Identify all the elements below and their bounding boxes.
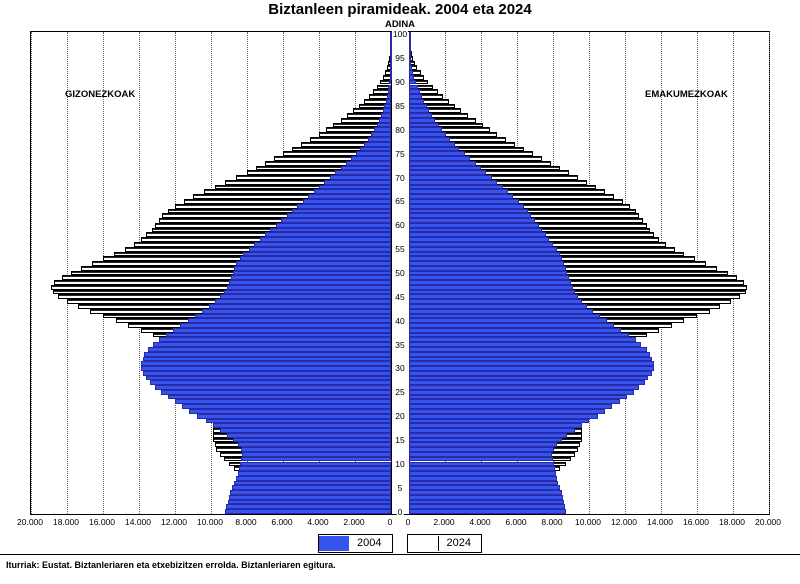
bar	[381, 113, 391, 118]
bar	[409, 380, 645, 385]
bar	[409, 223, 539, 228]
bar	[276, 223, 391, 228]
bar	[189, 409, 391, 414]
bar	[409, 80, 416, 85]
bar	[188, 318, 391, 323]
bar	[166, 333, 391, 338]
chart-legend	[0, 533, 800, 553]
bar	[356, 151, 391, 156]
age-tick-label: 20	[394, 412, 405, 420]
bar	[409, 61, 411, 66]
bar	[148, 347, 391, 352]
bar	[409, 366, 654, 371]
bar	[182, 404, 391, 409]
bar	[220, 294, 391, 299]
bar	[153, 342, 391, 347]
source-note: Iturriak: Eustat. Biztanleriaren eta etxebizitzen errolda. Biztanleriaren egitura.	[6, 560, 336, 570]
bar	[224, 290, 391, 295]
x-tick-label: 6.000	[271, 517, 292, 527]
x-tick-label: 4.000	[469, 517, 490, 527]
bar	[409, 142, 455, 147]
x-tick-label: 14.000	[647, 517, 673, 527]
bar	[409, 361, 654, 366]
x-axis-labels	[0, 517, 800, 531]
bar	[383, 108, 391, 113]
age-tick-label: 100	[392, 30, 408, 38]
age-tick-label: 90	[394, 78, 405, 86]
bar	[409, 466, 555, 471]
bar	[409, 304, 587, 309]
bar	[409, 161, 476, 166]
bar	[141, 361, 391, 366]
x-tick-label: 6.000	[505, 517, 526, 527]
bar	[144, 352, 391, 357]
bar	[409, 218, 535, 223]
y-axis-title: ADINA	[0, 19, 800, 30]
bar	[233, 438, 391, 443]
bar	[335, 170, 391, 175]
bar	[409, 137, 450, 142]
bar	[206, 419, 391, 424]
bar	[409, 309, 593, 314]
bar	[239, 466, 391, 471]
bar	[241, 447, 391, 452]
bar	[409, 242, 553, 247]
bar	[409, 404, 612, 409]
bar	[409, 390, 634, 395]
bar	[409, 399, 620, 404]
bar	[409, 471, 556, 476]
age-tick-label: 80	[394, 126, 405, 134]
bar	[409, 280, 571, 285]
bar	[409, 85, 418, 90]
x-tick-label: 2.000	[343, 517, 364, 527]
center-axis	[391, 32, 392, 514]
bar	[409, 266, 566, 271]
bar	[409, 433, 567, 438]
bar	[409, 485, 560, 490]
bar	[409, 452, 552, 457]
bar	[240, 462, 391, 467]
x-tick-label: 2.000	[433, 517, 454, 527]
legend-item-2024[interactable]	[407, 534, 482, 553]
bar	[409, 462, 554, 467]
bar	[409, 414, 598, 419]
bar	[409, 127, 442, 132]
bar	[409, 457, 553, 462]
bar	[409, 89, 420, 94]
gridline	[31, 32, 32, 514]
bar	[330, 175, 391, 180]
age-tick-label: 50	[394, 269, 405, 277]
bar	[409, 261, 564, 266]
bar	[227, 285, 391, 290]
bar	[409, 352, 650, 357]
bar	[409, 70, 413, 75]
bar	[409, 94, 422, 99]
bar	[409, 37, 411, 42]
bar	[409, 166, 481, 171]
bar	[351, 156, 391, 161]
bar	[409, 376, 648, 381]
bar	[387, 94, 391, 99]
age-tick-label: 85	[394, 102, 405, 110]
bar	[243, 252, 391, 257]
bar	[409, 333, 629, 338]
bar	[297, 204, 391, 209]
bar	[409, 228, 542, 233]
bar	[409, 509, 566, 514]
bar	[390, 70, 392, 75]
bar	[409, 204, 524, 209]
bar	[234, 266, 391, 271]
bar	[390, 51, 392, 56]
bar	[409, 438, 562, 443]
bar	[409, 294, 578, 299]
bar	[390, 65, 392, 70]
bar	[215, 299, 391, 304]
bar	[159, 337, 391, 342]
bar	[390, 37, 392, 42]
bar	[409, 232, 546, 237]
bar	[270, 228, 391, 233]
bar	[409, 504, 565, 509]
x-tick-label: 0	[388, 517, 393, 527]
x-tick-label: 4.000	[307, 517, 328, 527]
pyramid-plot-area	[30, 31, 770, 515]
bar	[409, 428, 575, 433]
age-tick-label: 55	[394, 245, 405, 253]
male-label: GIZONEZKOAK	[65, 89, 135, 100]
bar	[409, 51, 411, 56]
gridline	[733, 32, 734, 514]
bar	[409, 56, 411, 61]
bar	[409, 337, 636, 342]
bar	[202, 309, 391, 314]
bar	[234, 481, 391, 486]
bar	[409, 175, 492, 180]
bar	[409, 42, 411, 47]
bar	[232, 485, 391, 490]
bar	[409, 395, 627, 400]
bar	[238, 471, 391, 476]
bar	[409, 290, 575, 295]
bar	[409, 419, 589, 424]
bar	[377, 123, 391, 128]
bar	[409, 342, 641, 347]
bar	[409, 490, 562, 495]
bar	[242, 452, 391, 457]
bar	[195, 314, 391, 319]
bar	[389, 80, 391, 85]
bar	[230, 490, 391, 495]
x-tick-label: 18.000	[719, 517, 745, 527]
bar	[155, 385, 391, 390]
bar	[143, 371, 391, 376]
bar	[409, 357, 652, 362]
bar	[409, 318, 607, 323]
bar	[390, 42, 392, 47]
bar	[409, 151, 465, 156]
bar	[409, 99, 424, 104]
x-tick-label: 18.000	[53, 517, 79, 527]
bar	[409, 32, 411, 37]
bar	[225, 509, 391, 514]
x-tick-label: 12.000	[611, 517, 637, 527]
bar	[209, 304, 391, 309]
bar	[409, 194, 513, 199]
legend-swatch-2024	[408, 536, 439, 551]
bar	[409, 180, 497, 185]
gridline	[67, 32, 68, 514]
bar	[409, 189, 508, 194]
bar	[409, 323, 614, 328]
bar	[229, 495, 391, 500]
bar	[409, 481, 558, 486]
bar	[409, 213, 531, 218]
bar	[409, 156, 470, 161]
age-tick-label: 10	[394, 460, 405, 468]
age-tick-label: 95	[394, 54, 405, 62]
bar	[303, 199, 391, 204]
bar	[229, 280, 391, 285]
bar	[409, 347, 647, 352]
bar	[324, 180, 391, 185]
age-tick-label: 35	[394, 341, 405, 349]
bar	[249, 247, 391, 252]
age-tick-label: 25	[394, 388, 405, 396]
bar	[409, 170, 486, 175]
bar	[409, 442, 557, 447]
bar	[265, 232, 391, 237]
bar	[161, 390, 391, 395]
bar	[409, 147, 459, 152]
gridline	[769, 32, 770, 514]
bar	[143, 357, 391, 362]
age-tick-label: 70	[394, 174, 405, 182]
x-tick-label: 8.000	[541, 517, 562, 527]
bar	[390, 32, 392, 37]
bar	[254, 242, 391, 247]
bar	[409, 447, 554, 452]
bar	[197, 414, 391, 419]
bar	[150, 380, 391, 385]
bar	[388, 85, 391, 90]
bar	[236, 476, 391, 481]
bar	[240, 256, 391, 261]
bar	[319, 185, 391, 190]
bar	[314, 189, 391, 194]
bar	[409, 237, 549, 242]
bar	[409, 495, 563, 500]
bar	[409, 118, 435, 123]
bar	[409, 328, 621, 333]
bar	[180, 323, 391, 328]
bar	[409, 247, 557, 252]
bar	[168, 395, 391, 400]
bar	[226, 504, 391, 509]
bar	[368, 137, 391, 142]
bar	[409, 209, 528, 214]
x-tick-label: 10.000	[575, 517, 601, 527]
bar	[308, 194, 391, 199]
bar	[390, 61, 392, 66]
bar	[213, 423, 391, 428]
bar	[409, 256, 562, 261]
bar	[141, 366, 391, 371]
x-tick-label: 10.000	[197, 517, 223, 527]
bar	[409, 500, 564, 505]
age-tick-label: 30	[394, 364, 405, 372]
bar	[364, 142, 391, 147]
age-tick-label: 15	[394, 436, 405, 444]
bar	[379, 118, 391, 123]
female-label: EMAKUMEZKOAK	[645, 89, 728, 100]
bar	[409, 285, 573, 290]
bar	[146, 376, 391, 381]
legend-item-2004[interactable]	[318, 534, 392, 553]
bar	[260, 237, 391, 242]
bar	[227, 433, 391, 438]
bar	[409, 275, 569, 280]
x-tick-label: 20.000	[755, 517, 781, 527]
bar	[409, 299, 582, 304]
x-tick-label: 16.000	[89, 517, 115, 527]
x-tick-label: 8.000	[235, 517, 256, 527]
bar	[231, 275, 391, 280]
bar	[236, 261, 391, 266]
legend-label-2004: 2004	[349, 537, 391, 549]
chart-title: Biztanleen piramideak. 2004 eta 2024	[0, 0, 800, 20]
bar	[390, 75, 392, 80]
bar	[409, 113, 432, 118]
bar	[409, 409, 605, 414]
age-tick-label: 75	[394, 150, 405, 158]
bar	[374, 127, 391, 132]
bar	[409, 104, 427, 109]
bar	[409, 423, 582, 428]
bar	[233, 271, 391, 276]
age-tick-label: 0	[397, 508, 404, 516]
legend-swatch-2004	[319, 536, 349, 551]
bar	[409, 65, 412, 70]
x-tick-label: 0	[406, 517, 411, 527]
bar	[390, 46, 392, 51]
bar	[409, 252, 560, 257]
bar	[409, 385, 639, 390]
x-tick-label: 16.000	[683, 517, 709, 527]
age-tick-label: 5	[397, 484, 404, 492]
bar	[220, 428, 391, 433]
x-tick-label: 14.000	[125, 517, 151, 527]
bar	[409, 123, 439, 128]
bar	[409, 271, 567, 276]
bar	[241, 457, 391, 462]
bar	[409, 476, 557, 481]
bar	[360, 147, 391, 152]
bar	[281, 218, 391, 223]
age-tick-label: 60	[394, 221, 405, 229]
bar	[292, 209, 391, 214]
bar	[341, 166, 391, 171]
bar	[175, 399, 391, 404]
bar	[409, 75, 414, 80]
legend-label-2024: 2024	[439, 537, 481, 549]
x-tick-label: 20.000	[17, 517, 43, 527]
age-tick-label: 40	[394, 317, 405, 325]
bar	[346, 161, 391, 166]
age-tick-label: 45	[394, 293, 405, 301]
bar	[386, 99, 391, 104]
bar	[384, 104, 391, 109]
bar	[409, 132, 446, 137]
bar	[228, 500, 391, 505]
bar	[409, 314, 600, 319]
bar	[238, 442, 391, 447]
bar	[173, 328, 391, 333]
bar	[409, 108, 429, 113]
bar	[409, 46, 411, 51]
age-tick-label: 65	[394, 197, 405, 205]
bar	[388, 89, 391, 94]
bar	[409, 185, 503, 190]
bar	[287, 213, 391, 218]
bar	[409, 199, 519, 204]
bar	[390, 56, 392, 61]
x-tick-label: 12.000	[161, 517, 187, 527]
bar	[409, 371, 652, 376]
bar	[371, 132, 391, 137]
